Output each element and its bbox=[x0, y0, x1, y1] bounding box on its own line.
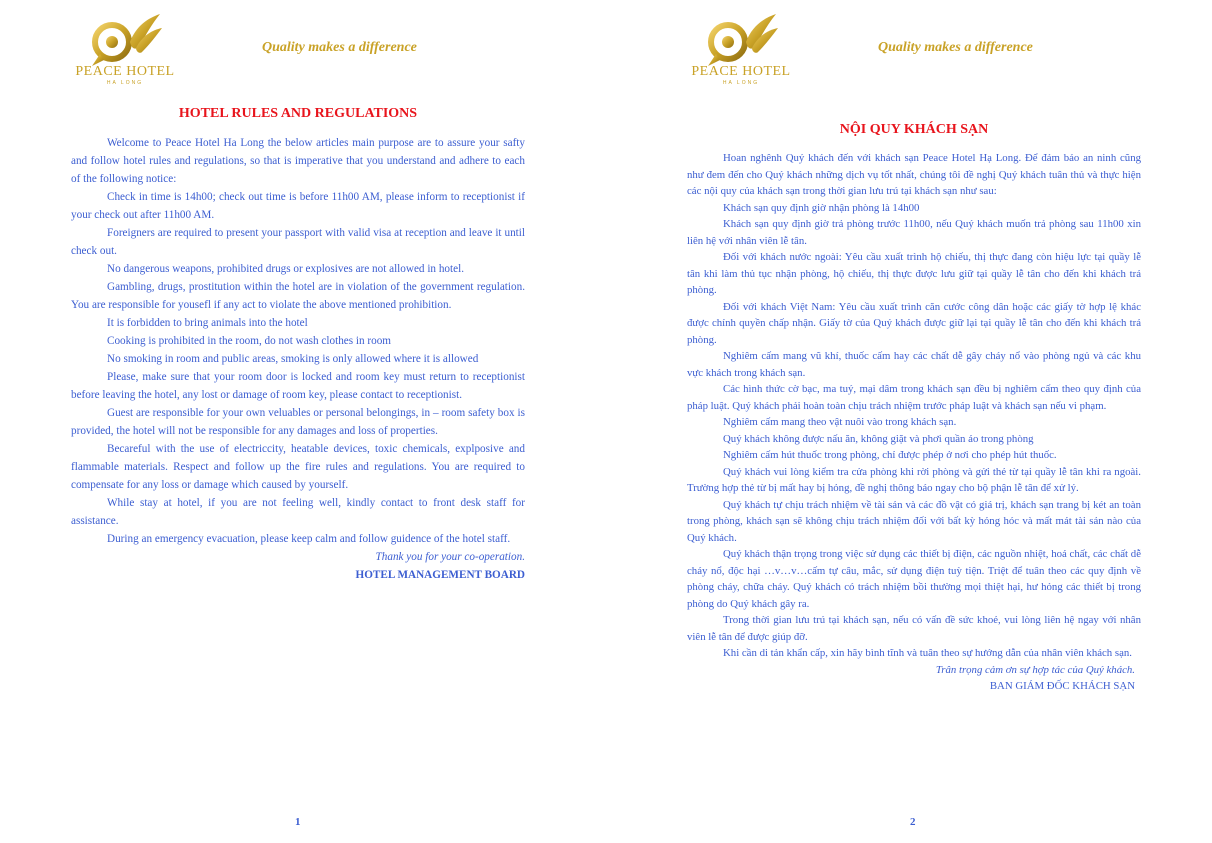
rule-paragraph: While stay at hotel, if you are not feeling well, kindly contact to front desk staff for assistance. bbox=[71, 497, 525, 527]
rule-paragraph: No smoking in room and public areas, smoking is only allowed where it is allowed bbox=[107, 353, 479, 365]
rules-body bbox=[71, 134, 525, 584]
management-signature: BAN GIÁM ĐỐC KHÁCH SẠN bbox=[989, 680, 1135, 692]
rule-paragraph: Quý khách thận trọng trong việc sử dụng các thiết bị điện, các nguồn nhiệt, hoá chất, các chất dễ cháy nổ, độc hại …v…v…cấm tự câu, mắc, sử dụng điện tuỳ tiện. Triệt để tuân theo các quy định về phòng cháy, chữa cháy. Quý khách có trách nhiệm bồi thường mọi thiệt hại, hư hỏng các thiết bị trong phòng do Quý khách gây ra. bbox=[687, 548, 1141, 610]
management-signature: HOTEL MANAGEMENT BOARD bbox=[355, 569, 525, 581]
peace-hotel-logo bbox=[70, 12, 180, 86]
logo-name: PEACE HOTEL bbox=[691, 64, 791, 79]
page-number: 2 bbox=[910, 816, 916, 828]
rule-paragraph: Nghiêm cấm mang vũ khí, thuốc cấm hay các chất dễ gây cháy nổ vào phòng ngủ và các khu vực khách trong khách sạn. bbox=[687, 350, 1141, 379]
rule-paragraph: Welcome to Peace Hotel Ha Long the below articles main purpose are to assure your safty and follow hotel rules and regulations, so that is imperative that you understand and adhere to each of the following notice: bbox=[71, 137, 525, 185]
rule-paragraph: Khách sạn quy định giờ trả phòng trước 11h00, nếu Quý khách muốn trả phòng sau 11h00 xin liên hệ với nhân viên lễ tân. bbox=[687, 218, 1141, 247]
logo-sub: HA LONG bbox=[106, 80, 144, 86]
rule-paragraph: Nghiêm cấm hút thuốc trong phòng, chỉ được phép ở nơi cho phép hút thuốc. bbox=[723, 449, 1057, 461]
tagline: Quality makes a difference bbox=[878, 40, 1033, 55]
rule-paragraph: Foreigners are required to present your passport with valid visa at reception and leave it until check out. bbox=[71, 227, 525, 257]
thanks-line: Trân trọng cảm ơn sự hợp tác của Quý khách. bbox=[935, 663, 1135, 676]
rule-paragraph: Khách sạn quy định giờ nhận phòng là 14h00 bbox=[723, 201, 920, 214]
rule-paragraph: Check in time is 14h00; check out time is before 11h00 AM, please inform to receptionist if your check out after 11h00 AM. bbox=[71, 191, 525, 221]
thanks-line: Thank you for your co-operation. bbox=[375, 551, 525, 563]
rule-paragraph: Gambling, drugs, prostitution within the hotel are in violation of the government regulation. You are responsible for yousefl if any act to violate the above mentioned prohibition. bbox=[71, 281, 525, 311]
rule-paragraph: Quý khách vui lòng kiểm tra cửa phòng khi rời phòng và gửi thẻ từ tại quầy lễ tân khi ra ngoài. Trường hợp thẻ từ bị mất hay bị hỏng, đề nghị thông báo ngay cho bộ phận lễ tân để xử lý. bbox=[687, 465, 1141, 494]
page-title: NỘI QUY KHÁCH SẠN bbox=[839, 122, 989, 137]
rule-paragraph: Guest are responsible for your own veluables or personal belongings, in – room safety box is provided, the hotel will not be responsible for any damages and loss of properties. bbox=[71, 407, 525, 437]
rule-paragraph: Quý khách tự chịu trách nhiệm về tài sản và các đồ vật có giá trị, khách sạn trang bị két an toàn trong phòng, khách sạn sẽ không chịu trách nhiệm đối với bất kỳ hỏng hóc và mất mát tài sản nào của Quý khách. bbox=[687, 498, 1141, 544]
page-right bbox=[606, 0, 1212, 843]
rule-paragraph: Please, make sure that your room door is locked and room key must return to receptionist before leaving the hotel, any lost or damage of room key, please contact to receptionist. bbox=[71, 371, 525, 401]
rule-paragraph: Becareful with the use of electriccity, heatable devices, toxic chemicals, explposive and flammable materials. Respect and follow up the fire rules and regulations. You are required to compensate for any loss or damage which caused by yourself. bbox=[71, 443, 525, 491]
rule-paragraph: Đối với khách Việt Nam: Yêu cầu xuất trình căn cước công dân hoặc các giấy tờ hợp lệ khác được chính quyền chấp nhận. Giấy tờ của Quý khách được giữ lại tại quầy lễ tân cho đến khi khách trả phòng. bbox=[687, 300, 1141, 346]
rule-paragraph: It is forbidden to bring animals into the hotel bbox=[107, 317, 308, 329]
rule-paragraph: Khi cần di tản khẩn cấp, xin hãy bình tĩnh và tuân theo sự hướng dẫn của nhân viên khách sạn. bbox=[723, 647, 1132, 659]
page-number: 1 bbox=[295, 816, 301, 828]
rule-paragraph: Quý khách không được nấu ăn, không giặt và phơi quần áo trong phòng bbox=[723, 432, 1034, 445]
peace-hotel-logo bbox=[686, 12, 796, 86]
rule-paragraph: Đối với khách nước ngoài: Yêu cầu xuất trình hộ chiếu, thị thực đang còn hiệu lực tại quầy lễ tân khi làm thủ tục nhận phòng, hộ chiếu, thị thực được lưu giữ tại quầy lễ tân cho đến khi khách trả phòng. bbox=[687, 251, 1141, 296]
rule-paragraph: Hoan nghênh Quý khách đến với khách sạn Peace Hotel Hạ Long. Để đảm bảo an ninh cũng như đem đến cho Quý khách những dịch vụ tốt nhất, chúng tôi đề nghị Quý khách tuân thủ và thực hiện các nội quy của khách sạn trong thời gian lưu trú tại khách sạn như sau: bbox=[687, 152, 1141, 197]
logo-name: PEACE HOTEL bbox=[75, 64, 175, 79]
rules-body bbox=[687, 150, 1141, 695]
rule-paragraph: Các hình thức cờ bạc, ma tuý, mại dâm trong khách sạn đều bị nghiêm cấm theo quy định của pháp luật. Quý khách phải hoàn toàn chịu trách nhiệm trước pháp luật và khách sạn nếu vi phạm. bbox=[687, 383, 1141, 412]
logo-sub: HA LONG bbox=[722, 80, 760, 86]
page-title: HOTEL RULES AND REGULATIONS bbox=[178, 106, 418, 121]
rule-paragraph: Nghiêm cấm mang theo vật nuôi vào trong khách sạn. bbox=[723, 416, 957, 428]
rule-paragraph: Trong thời gian lưu trú tại khách sạn, nếu có vấn đề sức khoẻ, vui lòng liên hệ ngay với nhân viên lễ tân để được giúp đỡ. bbox=[687, 614, 1141, 643]
peace-logo-icon bbox=[70, 12, 180, 68]
tagline: Quality makes a difference bbox=[262, 40, 417, 55]
peace-logo-icon bbox=[686, 12, 796, 68]
rule-paragraph: During an emergency evacuation, please keep calm and follow guidence of the hotel staff. bbox=[107, 533, 511, 545]
rule-paragraph: Cooking is prohibited in the room, do not wash clothes in room bbox=[107, 335, 392, 347]
rule-paragraph: No dangerous weapons, prohibited drugs or explosives are not allowed in hotel. bbox=[107, 263, 464, 275]
